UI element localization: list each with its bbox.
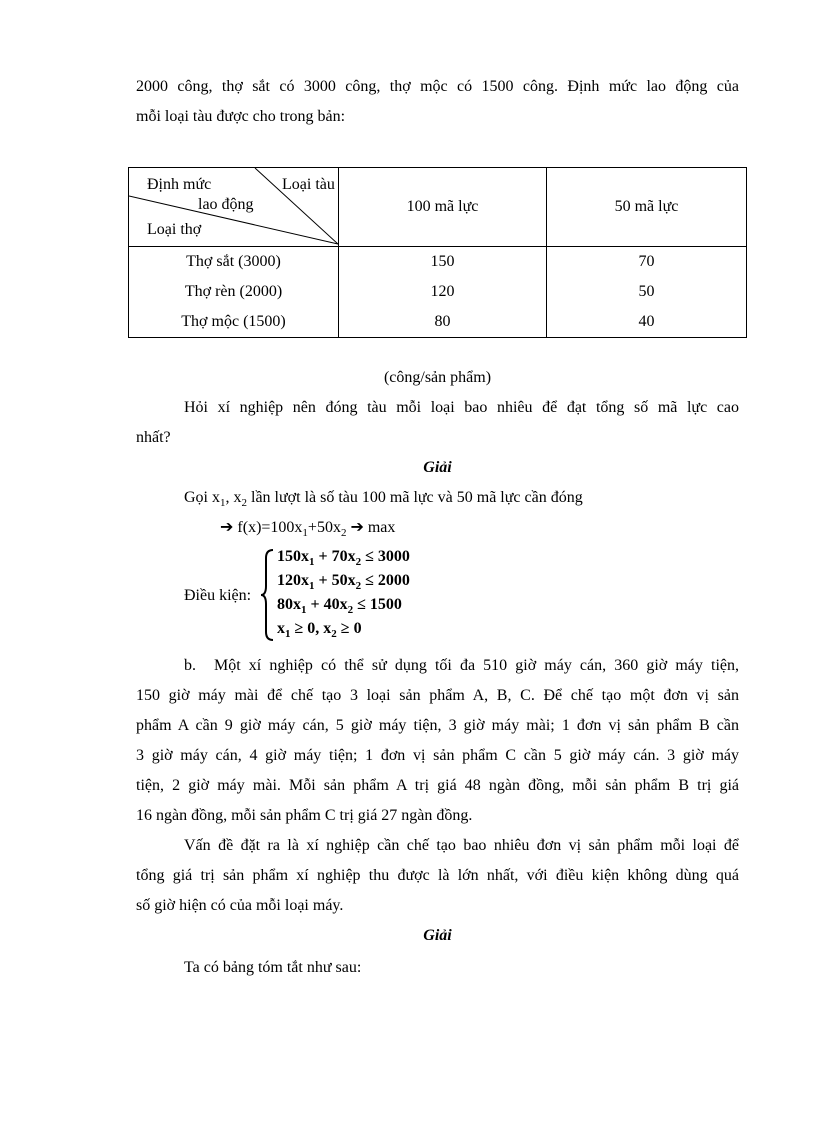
- row-label-carpenter: Thợ mộc (1500): [129, 307, 339, 338]
- part-b-line-6: 16 ngàn đồng, mỗi sản phẩm C trị giá 27 ngàn đồng.: [136, 807, 473, 824]
- part-b-label: b.: [184, 657, 196, 674]
- part-b-line-3: phẩm A cần 9 giờ máy cán, 5 giờ máy tiện, 3 giờ máy mài; 1 đơn vị sản phẩm B cần: [136, 717, 739, 734]
- constraint-2: $120x_1 + 50x_2 \le 2000$: [277, 572, 410, 593]
- objective-function: ➔ $f(x)=100x_1+50x_2$ ➔ max: [220, 519, 396, 540]
- part-b-para2-line-1: Vấn đề đặt ra là xí nghiệp cần chế tạo bao nhiêu đơn vị sản phẩm mỗi loại để: [184, 837, 739, 854]
- cell-carpenter-100hp: 80: [339, 307, 547, 338]
- labor-norm-table: [128, 167, 747, 338]
- arrow-icon: ➔: [220, 519, 234, 536]
- conditions-label: Điều kiện:: [184, 587, 252, 604]
- cell-iron-50hp: 70: [547, 247, 747, 278]
- part-b-line-1: Một xí nghiệp có thể sử dụng tối đa 510 giờ máy cán, 360 giờ máy tiện,: [214, 657, 739, 674]
- table-unit-caption: (công/sản phẩm): [383, 369, 492, 386]
- header-labor-label: lao động: [198, 196, 254, 213]
- part-b-line-5: tiện, 2 giờ máy mài. Mỗi sản phẩm A trị giá 48 ngàn đồng, mỗi sản phẩm B trị giá: [136, 777, 739, 794]
- header-norm-label: Định mức: [147, 176, 212, 193]
- part-b-para2-line-2: tổng giá trị sản phẩm xí nghiệp thu được là lớn nhất, với điều kiện không dùng quá: [136, 867, 739, 884]
- cell-smith-50hp: 50: [547, 277, 747, 307]
- row-label-iron: Thợ sắt (3000): [129, 247, 339, 278]
- part-b-line-2: 150 giờ máy mài để chế tạo 3 loại sản phẩm A, B, C. Để chế tạo một đơn vị sản: [136, 687, 739, 704]
- column-header-100hp: 100 mã lực: [339, 168, 547, 247]
- summary-intro: Ta có bảng tóm tắt như sau:: [184, 959, 362, 976]
- cell-smith-100hp: 120: [339, 277, 547, 307]
- intro-line-2: mỗi loại tàu được cho trong bản:: [136, 108, 346, 125]
- question-line-2: nhất?: [136, 429, 171, 446]
- table-header-diagonal-cell: [129, 168, 339, 247]
- part-b-line-4: 3 giờ máy cán, 4 giờ máy tiện; 1 đơn vị sản phẩm C cần 5 giờ máy cán. 3 giờ máy: [136, 747, 739, 764]
- header-worker-type-label: Loại thợ: [147, 221, 202, 238]
- solution-heading-1: Giải: [423, 459, 452, 476]
- header-ship-type-label: Loại tàu: [282, 176, 335, 193]
- row-label-smith: Thợ rèn (2000): [129, 277, 339, 307]
- column-header-50hp: 50 mã lực: [547, 168, 747, 247]
- cell-carpenter-50hp: 40: [547, 307, 747, 338]
- constraint-1: $150x_1 + 70x_2 \le 3000$: [277, 548, 410, 569]
- constraint-3: $80x_1 + 40x_2 \le 1500$: [277, 596, 402, 617]
- question-line-1: Hỏi xí nghiệp nên đóng tàu mỗi loại bao nhiêu để đạt tổng số mã lực cao: [184, 399, 739, 416]
- part-b-para2-line-3: số giờ hiện có của mỗi loại máy.: [136, 897, 344, 914]
- system-brace-icon: [259, 548, 277, 642]
- cell-iron-100hp: 150: [339, 247, 547, 278]
- intro-line-1: 2000 công, thợ sắt có 3000 công, thợ mộc có 1500 công. Định mức lao động của: [136, 78, 739, 95]
- variables-definition: Gọi $x_1$, $x_2$ lần lượt là số tàu 100 mã lực và 50 mã lực cần đóng: [184, 489, 583, 510]
- solution-heading-2: Giải: [423, 927, 452, 944]
- constraint-4: $x_1 \ge 0$, $x_2 \ge 0$: [277, 620, 362, 641]
